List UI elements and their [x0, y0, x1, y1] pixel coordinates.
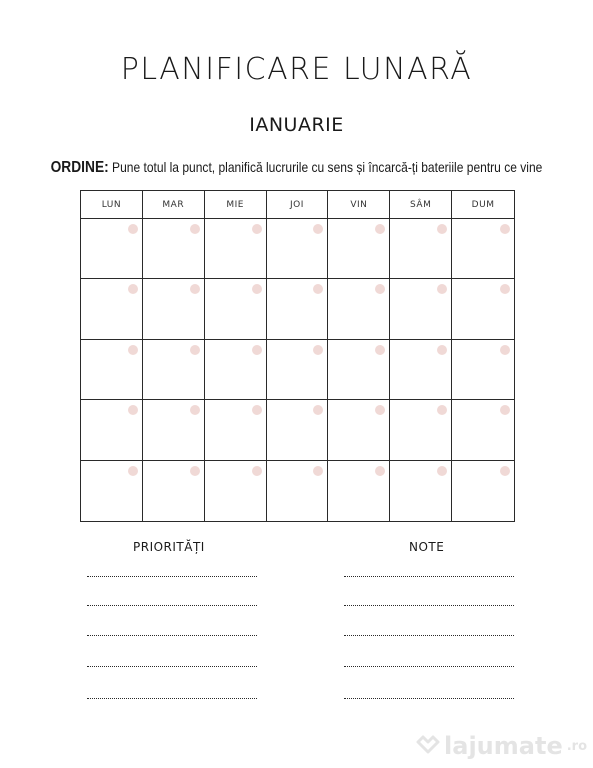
date-dot-icon: [437, 405, 447, 415]
note-line[interactable]: [344, 698, 514, 699]
date-dot-icon: [128, 224, 138, 234]
day-cell[interactable]: [452, 461, 514, 521]
date-dot-icon: [500, 466, 510, 476]
day-cell[interactable]: [328, 400, 390, 460]
motto-label: ORDINE:: [50, 159, 109, 176]
date-dot-icon: [313, 224, 323, 234]
day-cell[interactable]: [81, 400, 143, 460]
day-cell[interactable]: [328, 340, 390, 400]
day-cell[interactable]: [328, 219, 390, 279]
date-dot-icon: [252, 466, 262, 476]
date-dot-icon: [190, 284, 200, 294]
day-cell[interactable]: [81, 279, 143, 339]
day-cell[interactable]: [267, 340, 329, 400]
date-dot-icon: [313, 405, 323, 415]
date-dot-icon: [375, 405, 385, 415]
note-line[interactable]: [344, 635, 514, 636]
date-dot-icon: [313, 284, 323, 294]
day-cell[interactable]: [143, 279, 205, 339]
watermark-tld: .ro: [566, 738, 587, 754]
date-dot-icon: [313, 345, 323, 355]
date-dot-icon: [128, 466, 138, 476]
day-header: VIN: [328, 191, 390, 219]
priority-line[interactable]: [87, 605, 257, 606]
monthly-calendar-grid: [80, 190, 515, 522]
day-cell[interactable]: [205, 279, 267, 339]
page-title: PLANIFICARE LUNARĂ: [120, 52, 473, 87]
day-cell[interactable]: [143, 400, 205, 460]
date-dot-icon: [375, 224, 385, 234]
day-cell[interactable]: [390, 340, 452, 400]
motto: [42, 159, 552, 177]
day-header: LUN: [81, 191, 143, 219]
date-dot-icon: [190, 224, 200, 234]
note-line[interactable]: [344, 605, 514, 606]
day-cell[interactable]: [452, 219, 514, 279]
day-cell[interactable]: [267, 400, 329, 460]
day-cell[interactable]: [452, 400, 514, 460]
day-cell[interactable]: [205, 340, 267, 400]
day-header: MAR: [143, 191, 205, 219]
watermark-logo-icon: [416, 732, 440, 760]
watermark-brand: lajumate: [444, 732, 563, 760]
date-dot-icon: [128, 405, 138, 415]
day-cell[interactable]: [452, 340, 514, 400]
day-cell[interactable]: [390, 461, 452, 521]
date-dot-icon: [128, 284, 138, 294]
day-cell[interactable]: [328, 279, 390, 339]
date-dot-icon: [190, 405, 200, 415]
day-cell[interactable]: [267, 219, 329, 279]
date-dot-icon: [437, 466, 447, 476]
day-cell[interactable]: [81, 340, 143, 400]
day-cell[interactable]: [143, 461, 205, 521]
day-header: DUM: [452, 191, 514, 219]
day-header: SÂM: [390, 191, 452, 219]
date-dot-icon: [190, 466, 200, 476]
date-dot-icon: [375, 284, 385, 294]
date-dot-icon: [437, 345, 447, 355]
day-cell[interactable]: [205, 219, 267, 279]
notes-title: NOTE: [409, 540, 445, 554]
date-dot-icon: [252, 284, 262, 294]
priority-line[interactable]: [87, 635, 257, 636]
note-line[interactable]: [344, 576, 514, 577]
day-cell[interactable]: [390, 400, 452, 460]
day-cell[interactable]: [81, 219, 143, 279]
date-dot-icon: [500, 284, 510, 294]
date-dot-icon: [500, 224, 510, 234]
date-dot-icon: [375, 345, 385, 355]
priorities-title: PRIORITĂȚI: [133, 540, 205, 554]
date-dot-icon: [500, 345, 510, 355]
date-dot-icon: [252, 345, 262, 355]
day-cell[interactable]: [390, 219, 452, 279]
day-cell[interactable]: [267, 279, 329, 339]
day-header: JOI: [267, 191, 329, 219]
day-cell[interactable]: [390, 279, 452, 339]
motto-text: Pune totul la punct, planifică lucrurile cu sens și încarcă-ți bateriile pentru ce vine: [112, 159, 543, 175]
date-dot-icon: [128, 345, 138, 355]
priority-line[interactable]: [87, 576, 257, 577]
day-cell[interactable]: [452, 279, 514, 339]
day-cell[interactable]: [267, 461, 329, 521]
day-cell[interactable]: [205, 400, 267, 460]
day-cell[interactable]: [205, 461, 267, 521]
date-dot-icon: [313, 466, 323, 476]
day-cell[interactable]: [328, 461, 390, 521]
date-dot-icon: [190, 345, 200, 355]
date-dot-icon: [500, 405, 510, 415]
priority-line[interactable]: [87, 698, 257, 699]
date-dot-icon: [437, 284, 447, 294]
date-dot-icon: [252, 405, 262, 415]
date-dot-icon: [252, 224, 262, 234]
day-cell[interactable]: [81, 461, 143, 521]
month-title: IANUARIE: [249, 114, 344, 136]
date-dot-icon: [437, 224, 447, 234]
date-dot-icon: [375, 466, 385, 476]
day-cell[interactable]: [143, 219, 205, 279]
note-line[interactable]: [344, 666, 514, 667]
day-cell[interactable]: [143, 340, 205, 400]
day-header: MIE: [205, 191, 267, 219]
priority-line[interactable]: [87, 666, 257, 667]
watermark: [416, 732, 587, 760]
